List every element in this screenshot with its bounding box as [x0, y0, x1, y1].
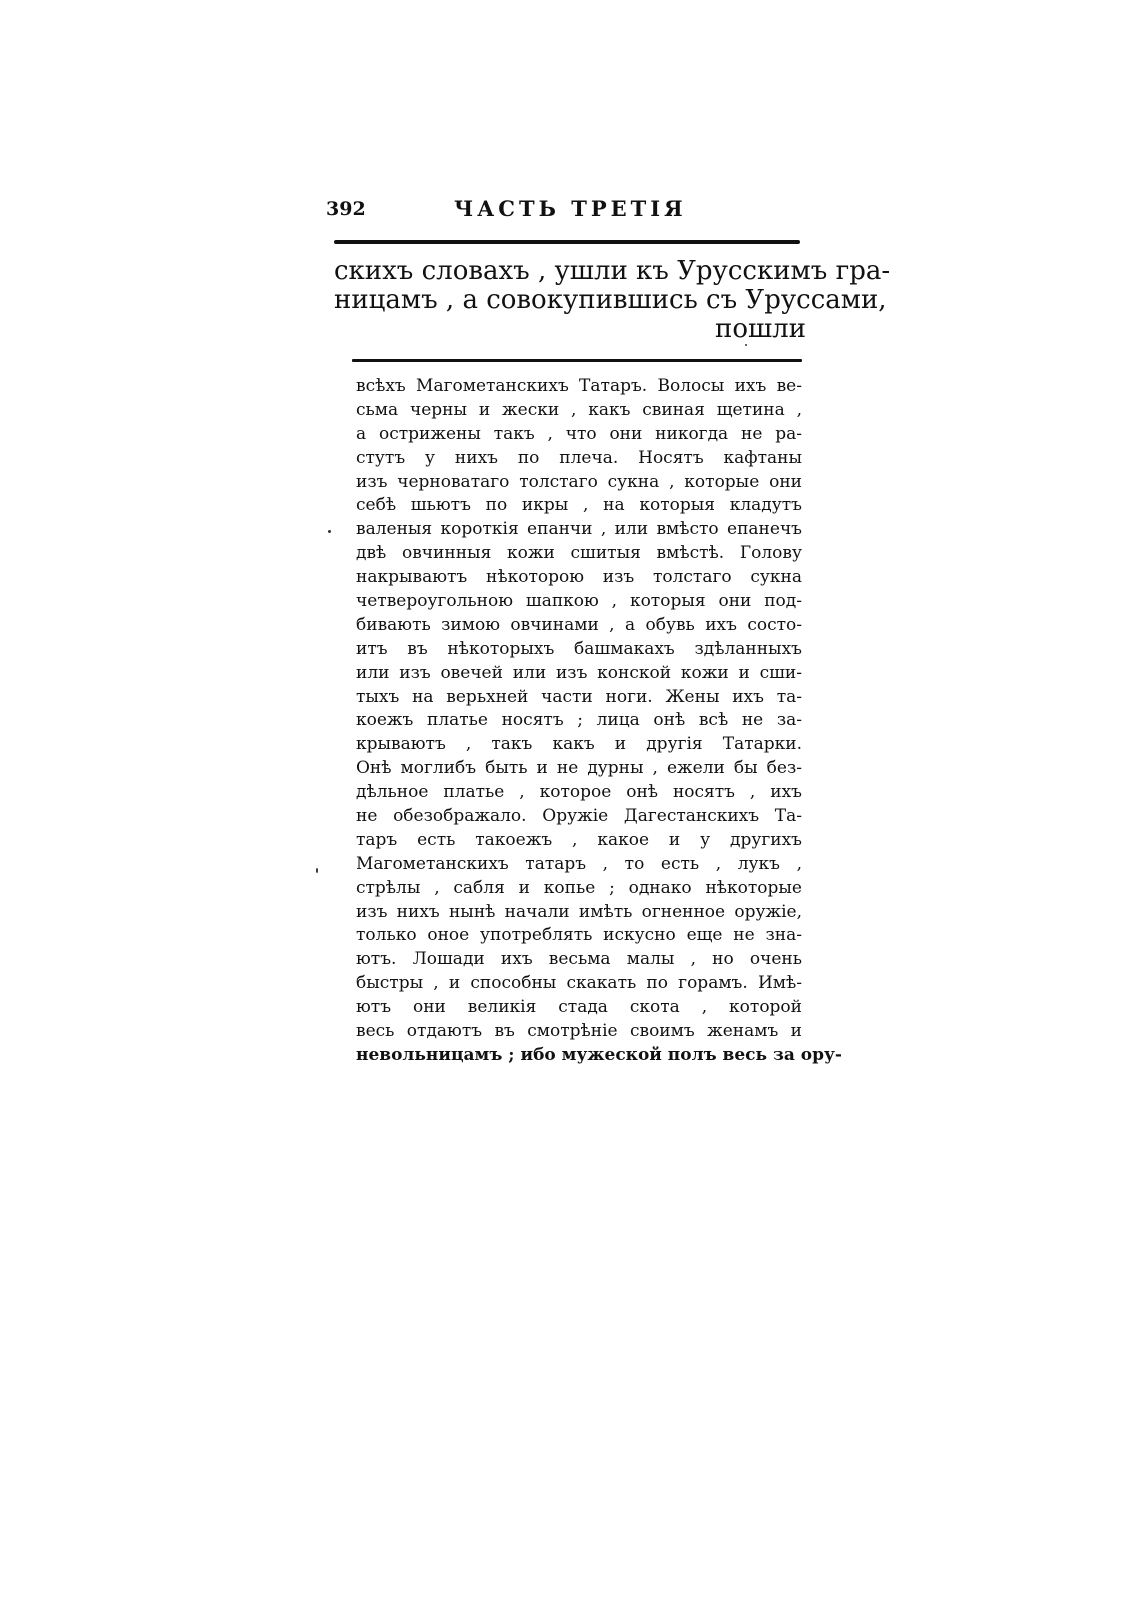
- main-text-line: скихъ словахъ , ушли къ Урусскимъ гра-: [334, 256, 891, 286]
- footnote-line: или изъ овечей или изъ конской кожи и сши-: [356, 662, 802, 683]
- footnote-block: [356, 375, 842, 1068]
- footnote-line: быстры , и способны скакать по горамъ. Имѣ-: [356, 973, 802, 994]
- footnote-line: накрываютъ нѣкоторою изъ толстаго сукна: [356, 567, 802, 588]
- footnote-line: а острижены такъ , что они никогда не ра-: [356, 423, 802, 444]
- ink-speck: [316, 868, 318, 873]
- footnote-line: таръ есть такоежъ , какое и у другихъ: [356, 829, 802, 850]
- footnote-line: стутъ у нихъ по плеча. Носятъ кафтаны: [356, 447, 802, 468]
- footnote-line: всѣхъ Магометанскихъ Татаръ. Волосы ихъ ве-: [356, 376, 802, 396]
- footnote-line: Онѣ моглибъ быть и не дурны , ежели бы без-: [356, 758, 802, 779]
- footnote-line: весь отдаютъ въ смотрѣніе своимъ женамъ и: [356, 1021, 802, 1042]
- footnote-line: ютъ они великія стада скота , которой: [356, 997, 802, 1018]
- footnote-line: невольницамъ ; ибо мужеской полъ весь за ору-: [356, 1044, 842, 1065]
- footnote-line: Магометанскихъ татаръ , то есть , лукъ ,: [356, 853, 802, 874]
- footnote-line: тыхъ на верьхней части ноги. Жены ихъ та-: [356, 686, 802, 707]
- footnote-line: себѣ шьютъ по икры , на которыя кладутъ: [356, 495, 802, 516]
- footnote-line: бивають зимою овчинами , а обувь ихъ состо-: [356, 614, 802, 635]
- footnote-line: дѣльное платье , которое онѣ носятъ , ихъ: [356, 782, 802, 803]
- ink-speck: [328, 530, 331, 533]
- footnote-line: валеныя короткія епанчи , или вмѣсто епанечъ: [356, 519, 802, 540]
- footnote-line: коежъ платье носятъ ; лица онѣ всѣ не за-: [356, 710, 802, 731]
- footnote-line: двѣ овчинныя кожи сшитыя вмѣстѣ. Голову: [356, 543, 802, 564]
- main-text-catchword: пошли: [715, 314, 806, 344]
- footnote-rule: [352, 359, 802, 362]
- footnote-line: итъ въ нѣкоторыхъ башмакахъ здѣланныхъ: [356, 638, 802, 659]
- footnote-line: только оное употреблять искусно еще не зна-: [356, 925, 802, 946]
- footnote-line: изъ черноватаго толстаго сукна , которые они: [356, 471, 802, 492]
- main-text-line: ницамъ , а совокупившись съ Уруссами,: [334, 285, 887, 315]
- ink-speck: [745, 344, 747, 346]
- footnote-line: сьма черны и жески , какъ свиная щетина ,: [356, 399, 802, 420]
- page-header: [326, 196, 800, 226]
- footnote-line: изъ нихъ нынѣ начали имѣть огненное оружіе,: [356, 901, 802, 922]
- footnote-line: крываютъ , такъ какъ и другія Татарки.: [356, 734, 802, 755]
- running-head: ЧАСТЬ ТРЕТІЯ: [454, 196, 687, 221]
- footnote-line: стрѣлы , сабля и копье ; однако нѣкоторые: [356, 877, 802, 898]
- footnote-line: четвероугольною шапкою , которыя они под-: [356, 591, 802, 612]
- main-text-block: [334, 256, 891, 344]
- footnote-line: ютъ. Лошади ихъ весьма малы , но очень: [356, 949, 802, 970]
- header-rule: [334, 240, 800, 244]
- page-number: 392: [326, 198, 366, 220]
- footnote-line: не обезображало. Оружіе Дагестанскихъ Та-: [356, 806, 802, 827]
